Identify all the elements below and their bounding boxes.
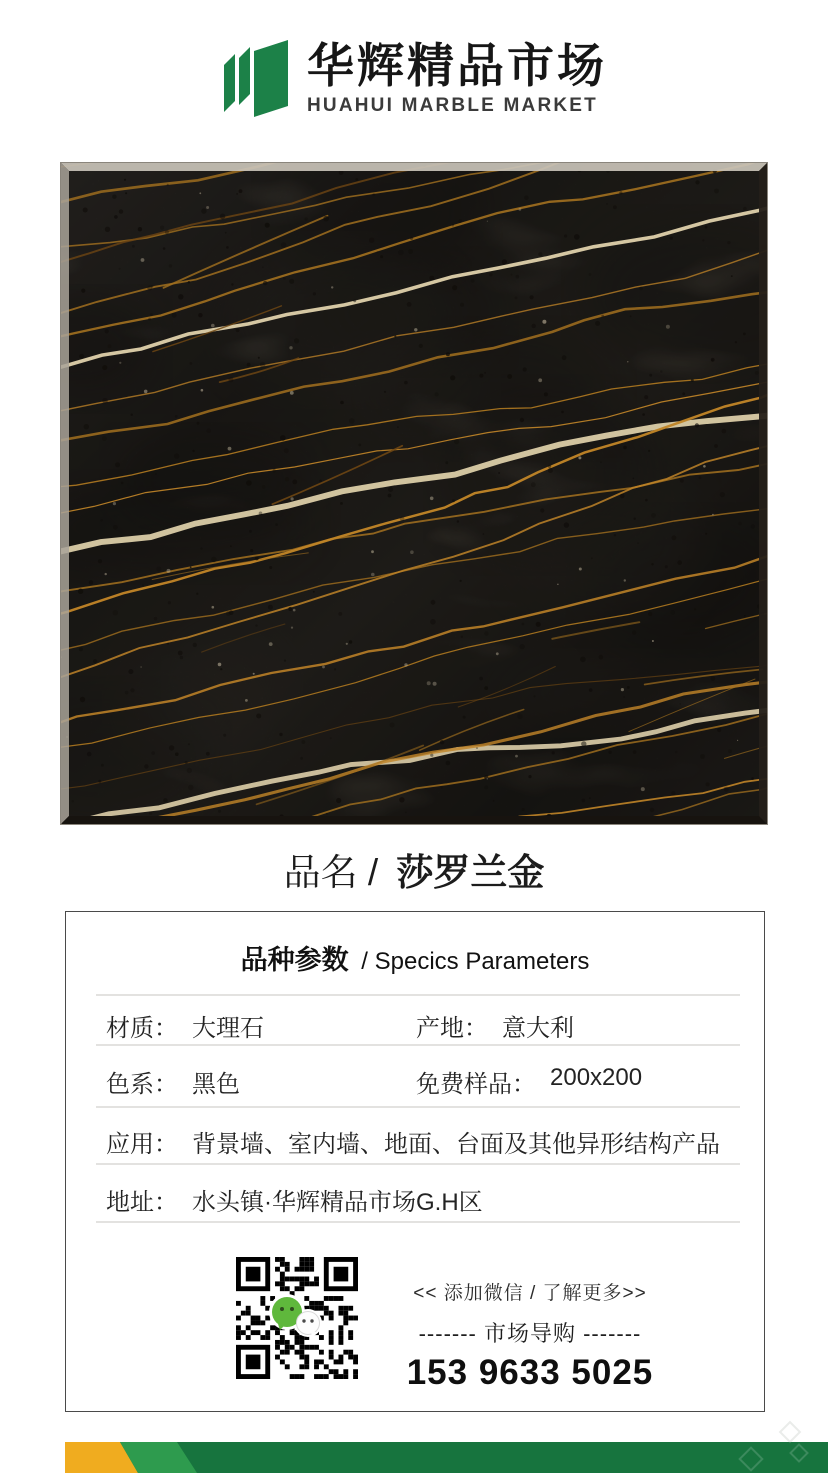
slab-bevel-left [60,162,69,825]
marble-slabs-logo-icon [221,36,291,122]
spec-cell-address [106,1182,483,1217]
divider [96,1221,740,1223]
brand-text [307,38,607,117]
specs-title [66,938,764,977]
spec-label: 色系： [106,1071,178,1098]
slab-bevel-right [759,162,768,825]
spec-label: 材质： [106,1015,178,1042]
divider [96,1106,740,1108]
spec-value: 大理石 [192,1015,264,1042]
product-name-line [0,842,828,896]
product-name-label: 品名 / [283,852,379,893]
specs-title-en: / Specics Parameters [361,948,590,975]
specs-title-cn: 品种参数 [240,945,349,975]
divider [96,1163,740,1165]
spec-value: 水头镇·华辉精品市场G.H区 [192,1189,483,1216]
spec-row-address [106,1182,738,1217]
spec-cell-sample [416,1064,642,1099]
slab-bevel-bottom [60,816,768,825]
spec-label: 产地： [416,1015,488,1042]
spec-value: 意大利 [502,1015,574,1042]
spec-row-material-origin [106,1008,738,1043]
spec-value: 200x200 [550,1064,643,1091]
spec-value: 黑色 [192,1071,240,1098]
brand-name-en: HUAHUI MARBLE MARKET [307,95,598,117]
marble-slab-photo [60,162,768,825]
wechat-hint-text: << 添加微信 / 了解更多>> [413,1283,647,1304]
spec-cell-material [106,1008,416,1043]
spec-cell-color [106,1064,416,1099]
spec-row-application [106,1124,738,1159]
spec-cell-origin [416,1008,574,1043]
brand-name-cn: 华辉精品市场 [307,38,607,92]
spec-label: 免费样品： [416,1071,536,1098]
spec-value: 背景墙、室内墙、地面、台面及其他异形结构产品 [192,1131,720,1158]
wechat-qr-code [236,1257,358,1379]
divider [96,1044,740,1046]
footer-stripe [65,1442,828,1473]
slab-bevel-top [60,162,768,171]
brand-header [0,36,828,122]
watermark-diamond-icon [789,1443,809,1463]
spec-label: 应用： [106,1131,178,1158]
spec-cell-application [106,1124,720,1159]
contact-block [372,1278,688,1393]
divider [96,994,740,996]
product-name-value: 莎罗兰金 [396,852,545,893]
spec-label: 地址： [106,1189,178,1216]
watermark-diamond-icon [738,1446,763,1471]
market-guide-label: ------- 市场导购 ------- [418,1321,642,1346]
marble-texture [60,162,768,825]
phone-number: 153 9633 5025 [406,1353,654,1392]
spec-row-color-sample [106,1064,738,1099]
watermark-diamond-icon [779,1421,802,1444]
